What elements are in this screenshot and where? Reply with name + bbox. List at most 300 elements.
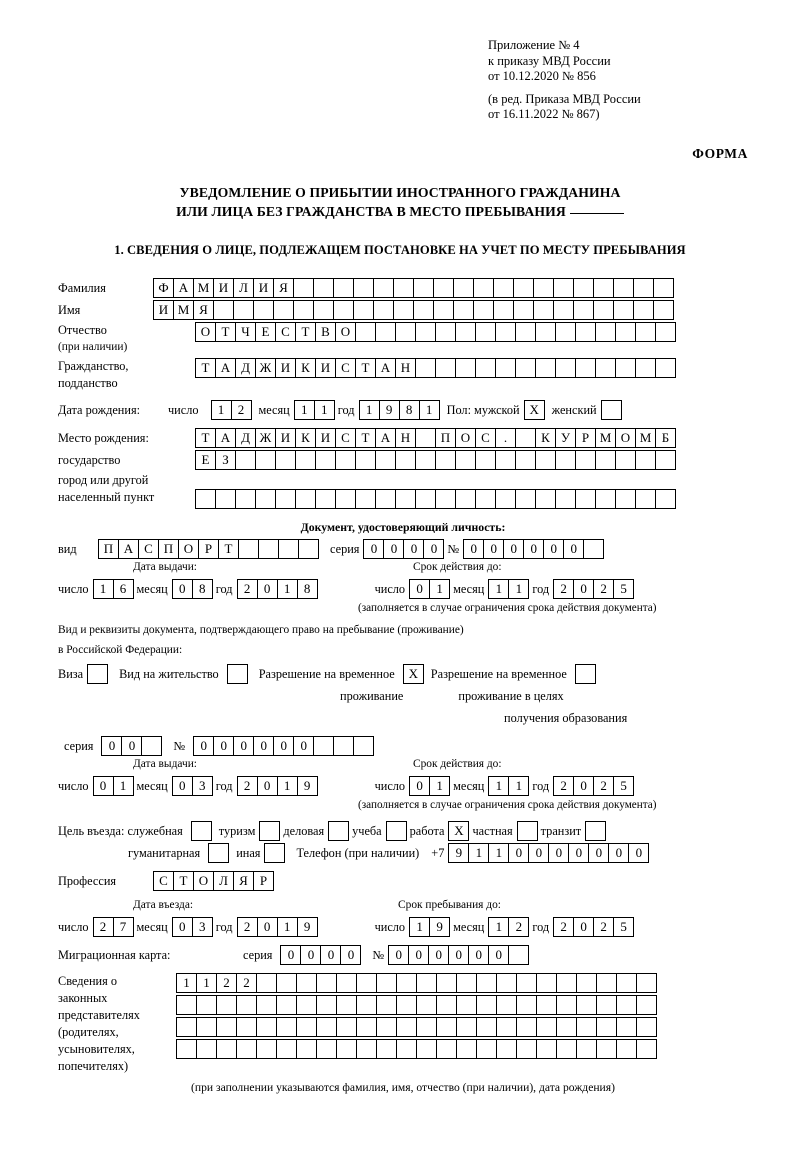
cell[interactable] bbox=[595, 322, 616, 342]
cell[interactable]: 2 bbox=[216, 973, 237, 993]
cell[interactable] bbox=[636, 973, 657, 993]
cell[interactable] bbox=[593, 300, 614, 320]
cell[interactable] bbox=[613, 300, 634, 320]
entry-month-input[interactable] bbox=[172, 917, 212, 937]
cell[interactable]: 2 bbox=[508, 917, 529, 937]
cell[interactable] bbox=[495, 450, 516, 470]
cell[interactable] bbox=[316, 1017, 337, 1037]
cell[interactable] bbox=[575, 664, 596, 684]
cell[interactable]: Т bbox=[195, 358, 216, 378]
cell[interactable] bbox=[196, 1017, 217, 1037]
permit-valid-year-input[interactable] bbox=[553, 776, 633, 796]
cell[interactable] bbox=[573, 300, 594, 320]
cell[interactable] bbox=[236, 1039, 257, 1059]
cell[interactable]: 0 bbox=[172, 579, 193, 599]
cell[interactable] bbox=[395, 450, 416, 470]
cell[interactable] bbox=[456, 973, 477, 993]
cell[interactable] bbox=[376, 973, 397, 993]
cell[interactable] bbox=[535, 489, 556, 509]
cell[interactable]: 1 bbox=[429, 579, 450, 599]
cell[interactable]: Я bbox=[273, 278, 294, 298]
patronymic-input[interactable] bbox=[195, 322, 675, 342]
cell[interactable] bbox=[636, 1039, 657, 1059]
cell[interactable] bbox=[436, 995, 457, 1015]
cell[interactable]: 0 bbox=[573, 579, 594, 599]
doc-issue-day-input[interactable] bbox=[93, 579, 133, 599]
cell[interactable] bbox=[435, 450, 456, 470]
cell[interactable] bbox=[633, 300, 654, 320]
cell[interactable] bbox=[413, 278, 434, 298]
cell[interactable] bbox=[376, 995, 397, 1015]
cell[interactable]: 0 bbox=[172, 776, 193, 796]
cell[interactable]: 1 bbox=[314, 400, 335, 420]
cell[interactable] bbox=[536, 973, 557, 993]
cell[interactable]: А bbox=[173, 278, 194, 298]
cell[interactable] bbox=[375, 450, 396, 470]
cell[interactable]: 2 bbox=[593, 776, 614, 796]
cell[interactable]: 0 bbox=[468, 945, 489, 965]
cell[interactable]: 0 bbox=[193, 736, 214, 756]
cell[interactable]: 1 bbox=[488, 843, 509, 863]
cell[interactable] bbox=[533, 300, 554, 320]
cell[interactable]: 0 bbox=[257, 917, 278, 937]
cell[interactable] bbox=[316, 973, 337, 993]
permit-issue-month-input[interactable] bbox=[172, 776, 212, 796]
stay-month-input[interactable] bbox=[488, 917, 528, 937]
cell[interactable]: 0 bbox=[428, 945, 449, 965]
cell[interactable] bbox=[315, 450, 336, 470]
cell[interactable] bbox=[396, 1017, 417, 1037]
cell[interactable]: Л bbox=[233, 278, 254, 298]
cell[interactable]: С bbox=[475, 428, 496, 448]
cell[interactable] bbox=[336, 995, 357, 1015]
cell[interactable]: И bbox=[315, 428, 336, 448]
purpose-business-checkbox[interactable] bbox=[328, 821, 348, 841]
cell[interactable] bbox=[515, 489, 536, 509]
cell[interactable] bbox=[576, 995, 597, 1015]
cell[interactable]: 2 bbox=[237, 776, 258, 796]
purpose-tourism-checkbox[interactable] bbox=[259, 821, 279, 841]
cell[interactable] bbox=[253, 300, 274, 320]
cell[interactable] bbox=[141, 736, 162, 756]
cell[interactable]: О bbox=[195, 322, 216, 342]
cell[interactable] bbox=[355, 322, 376, 342]
cell[interactable] bbox=[493, 300, 514, 320]
cell[interactable] bbox=[616, 1039, 637, 1059]
cell[interactable]: 0 bbox=[523, 539, 544, 559]
cell[interactable] bbox=[455, 450, 476, 470]
cell[interactable] bbox=[555, 322, 576, 342]
cell[interactable]: 1 bbox=[277, 917, 298, 937]
cell[interactable]: 1 bbox=[113, 776, 134, 796]
cell[interactable]: 1 bbox=[93, 579, 114, 599]
cell[interactable] bbox=[236, 995, 257, 1015]
cell[interactable] bbox=[516, 973, 537, 993]
cell[interactable]: 9 bbox=[297, 917, 318, 937]
cell[interactable] bbox=[513, 278, 534, 298]
cell[interactable] bbox=[635, 450, 656, 470]
permit-issue-day-input[interactable] bbox=[93, 776, 133, 796]
cell[interactable]: Т bbox=[173, 871, 194, 891]
cell[interactable] bbox=[196, 995, 217, 1015]
cell[interactable]: Т bbox=[355, 358, 376, 378]
cell[interactable]: Б bbox=[655, 428, 676, 448]
cell[interactable] bbox=[208, 843, 229, 863]
cell[interactable] bbox=[515, 428, 536, 448]
cell[interactable] bbox=[435, 358, 456, 378]
cell[interactable]: 0 bbox=[340, 945, 361, 965]
cell[interactable] bbox=[256, 995, 277, 1015]
cell[interactable]: 2 bbox=[553, 579, 574, 599]
cell[interactable] bbox=[353, 300, 374, 320]
cell[interactable] bbox=[633, 278, 654, 298]
cell[interactable]: 0 bbox=[388, 945, 409, 965]
cell[interactable]: И bbox=[253, 278, 274, 298]
cell[interactable] bbox=[553, 278, 574, 298]
cell[interactable]: 1 bbox=[488, 776, 509, 796]
migration-series-input[interactable] bbox=[280, 945, 360, 965]
cell[interactable] bbox=[313, 300, 334, 320]
cell[interactable]: 2 bbox=[593, 917, 614, 937]
cell[interactable]: 0 bbox=[448, 945, 469, 965]
permit-issue-year-input[interactable] bbox=[237, 776, 317, 796]
cell[interactable]: С bbox=[153, 871, 174, 891]
cell[interactable]: X bbox=[448, 821, 469, 841]
cell[interactable] bbox=[615, 489, 636, 509]
cell[interactable] bbox=[517, 821, 538, 841]
cell[interactable] bbox=[333, 278, 354, 298]
cell[interactable] bbox=[635, 489, 656, 509]
cell[interactable]: Ж bbox=[255, 428, 276, 448]
cell[interactable]: 5 bbox=[613, 917, 634, 937]
cell[interactable] bbox=[373, 278, 394, 298]
doc-valid-year-input[interactable] bbox=[553, 579, 633, 599]
cell[interactable] bbox=[296, 1017, 317, 1037]
cell[interactable] bbox=[415, 489, 436, 509]
cell[interactable] bbox=[456, 995, 477, 1015]
legal-rep-input-row-3[interactable] bbox=[176, 1017, 656, 1037]
purpose-work-checkbox[interactable] bbox=[448, 821, 468, 841]
cell[interactable]: 1 bbox=[409, 917, 430, 937]
cell[interactable]: А bbox=[215, 358, 236, 378]
cell[interactable] bbox=[375, 489, 396, 509]
legal-rep-input-row-2[interactable] bbox=[176, 995, 656, 1015]
purpose-other-checkbox[interactable] bbox=[264, 843, 284, 863]
cell[interactable] bbox=[275, 489, 296, 509]
birth-day-input[interactable] bbox=[211, 400, 251, 420]
doc-kind-input[interactable] bbox=[98, 539, 318, 559]
cell[interactable]: 0 bbox=[213, 736, 234, 756]
cell[interactable]: 2 bbox=[553, 776, 574, 796]
cell[interactable] bbox=[336, 973, 357, 993]
phone-input[interactable] bbox=[448, 843, 648, 863]
cell[interactable]: 9 bbox=[448, 843, 469, 863]
cell[interactable]: 0 bbox=[93, 776, 114, 796]
cell[interactable]: 0 bbox=[528, 843, 549, 863]
cell[interactable] bbox=[416, 1017, 437, 1037]
purpose-transit-checkbox[interactable] bbox=[585, 821, 605, 841]
cell[interactable]: 2 bbox=[231, 400, 252, 420]
cell[interactable]: П bbox=[435, 428, 456, 448]
cell[interactable] bbox=[616, 973, 637, 993]
cell[interactable]: 0 bbox=[573, 776, 594, 796]
cell[interactable]: 9 bbox=[297, 776, 318, 796]
cell[interactable] bbox=[258, 539, 279, 559]
cell[interactable] bbox=[653, 278, 674, 298]
cell[interactable] bbox=[255, 489, 276, 509]
cell[interactable] bbox=[555, 358, 576, 378]
cell[interactable]: Ж bbox=[255, 358, 276, 378]
cell[interactable] bbox=[213, 300, 234, 320]
cell[interactable] bbox=[495, 322, 516, 342]
cell[interactable]: 0 bbox=[172, 917, 193, 937]
cell[interactable]: П bbox=[98, 539, 119, 559]
cell[interactable]: А bbox=[375, 428, 396, 448]
cell[interactable]: У bbox=[555, 428, 576, 448]
cell[interactable] bbox=[595, 358, 616, 378]
cell[interactable] bbox=[515, 322, 536, 342]
cell[interactable] bbox=[476, 973, 497, 993]
cell[interactable]: М bbox=[193, 278, 214, 298]
cell[interactable] bbox=[295, 450, 316, 470]
cell[interactable] bbox=[375, 322, 396, 342]
cell[interactable]: 2 bbox=[237, 917, 258, 937]
cell[interactable] bbox=[353, 736, 374, 756]
cell[interactable]: Т bbox=[195, 428, 216, 448]
cell[interactable] bbox=[356, 1039, 377, 1059]
cell[interactable] bbox=[616, 995, 637, 1015]
doc-valid-month-input[interactable] bbox=[488, 579, 528, 599]
birth-year-input[interactable] bbox=[359, 400, 439, 420]
cell[interactable] bbox=[535, 450, 556, 470]
cell[interactable] bbox=[293, 278, 314, 298]
cell[interactable] bbox=[556, 1039, 577, 1059]
legal-rep-input-row-4[interactable] bbox=[176, 1039, 656, 1059]
cell[interactable] bbox=[356, 995, 377, 1015]
cell[interactable]: О bbox=[193, 871, 214, 891]
cell[interactable]: 2 bbox=[553, 917, 574, 937]
cell[interactable] bbox=[495, 358, 516, 378]
cell[interactable]: Т bbox=[218, 539, 239, 559]
cell[interactable]: 0 bbox=[121, 736, 142, 756]
cell[interactable] bbox=[596, 1039, 617, 1059]
cell[interactable] bbox=[496, 1039, 517, 1059]
cell[interactable] bbox=[576, 1039, 597, 1059]
cell[interactable]: Е bbox=[195, 450, 216, 470]
cell[interactable] bbox=[583, 539, 604, 559]
cell[interactable] bbox=[655, 322, 676, 342]
purpose-humanitarian-checkbox[interactable] bbox=[208, 843, 228, 863]
cell[interactable] bbox=[416, 973, 437, 993]
cell[interactable] bbox=[196, 1039, 217, 1059]
cell[interactable]: 1 bbox=[488, 579, 509, 599]
cell[interactable]: С bbox=[138, 539, 159, 559]
cell[interactable] bbox=[436, 973, 457, 993]
cell[interactable] bbox=[393, 278, 414, 298]
cell[interactable] bbox=[335, 450, 356, 470]
cell[interactable] bbox=[556, 995, 577, 1015]
cell[interactable] bbox=[653, 300, 674, 320]
cell[interactable] bbox=[356, 973, 377, 993]
birth-month-input[interactable] bbox=[294, 400, 334, 420]
permit-valid-month-input[interactable] bbox=[488, 776, 528, 796]
temp-residence-edu-checkbox[interactable] bbox=[575, 664, 595, 684]
cell[interactable]: 8 bbox=[192, 579, 213, 599]
cell[interactable] bbox=[396, 995, 417, 1015]
purpose-study-checkbox[interactable] bbox=[386, 821, 406, 841]
cell[interactable] bbox=[293, 300, 314, 320]
cell[interactable] bbox=[176, 995, 197, 1015]
cell[interactable] bbox=[595, 489, 616, 509]
sex-female-checkbox[interactable] bbox=[601, 400, 621, 420]
cell[interactable] bbox=[313, 278, 334, 298]
cell[interactable]: Ч bbox=[235, 322, 256, 342]
cell[interactable] bbox=[496, 1017, 517, 1037]
cell[interactable] bbox=[496, 973, 517, 993]
cell[interactable]: 0 bbox=[548, 843, 569, 863]
cell[interactable]: 0 bbox=[568, 843, 589, 863]
cell[interactable] bbox=[296, 1039, 317, 1059]
cell[interactable]: О bbox=[178, 539, 199, 559]
cell[interactable] bbox=[601, 400, 622, 420]
cell[interactable]: 0 bbox=[463, 539, 484, 559]
cell[interactable] bbox=[455, 489, 476, 509]
cell[interactable] bbox=[455, 358, 476, 378]
cell[interactable]: 1 bbox=[277, 579, 298, 599]
cell[interactable]: 9 bbox=[429, 917, 450, 937]
cell[interactable]: Д bbox=[235, 428, 256, 448]
permit-series-input[interactable] bbox=[101, 736, 161, 756]
entry-day-input[interactable] bbox=[93, 917, 133, 937]
cell[interactable]: Е bbox=[255, 322, 276, 342]
cell[interactable]: Ф bbox=[153, 278, 174, 298]
cell[interactable]: 1 bbox=[468, 843, 489, 863]
cell[interactable]: X bbox=[524, 400, 545, 420]
cell[interactable] bbox=[513, 300, 534, 320]
cell[interactable]: 0 bbox=[383, 539, 404, 559]
cell[interactable]: 0 bbox=[483, 539, 504, 559]
cell[interactable] bbox=[476, 1039, 497, 1059]
cell[interactable] bbox=[255, 450, 276, 470]
cell[interactable] bbox=[275, 450, 296, 470]
cell[interactable]: 6 bbox=[113, 579, 134, 599]
cell[interactable] bbox=[315, 489, 336, 509]
cell[interactable] bbox=[376, 1039, 397, 1059]
cell[interactable] bbox=[276, 1017, 297, 1037]
cell[interactable] bbox=[373, 300, 394, 320]
cell[interactable] bbox=[235, 489, 256, 509]
cell[interactable] bbox=[613, 278, 634, 298]
cell[interactable] bbox=[455, 322, 476, 342]
cell[interactable]: 1 bbox=[176, 973, 197, 993]
cell[interactable] bbox=[516, 1039, 537, 1059]
cell[interactable] bbox=[593, 278, 614, 298]
cell[interactable]: Н bbox=[395, 428, 416, 448]
cell[interactable] bbox=[176, 1017, 197, 1037]
cell[interactable] bbox=[335, 489, 356, 509]
cell[interactable] bbox=[256, 1017, 277, 1037]
cell[interactable]: М bbox=[635, 428, 656, 448]
cell[interactable]: К bbox=[295, 358, 316, 378]
cell[interactable] bbox=[259, 821, 280, 841]
cell[interactable]: 1 bbox=[488, 917, 509, 937]
cell[interactable]: 8 bbox=[297, 579, 318, 599]
birthplace-input-row-3[interactable] bbox=[195, 489, 675, 509]
cell[interactable] bbox=[573, 278, 594, 298]
cell[interactable]: П bbox=[158, 539, 179, 559]
visa-checkbox[interactable] bbox=[87, 664, 107, 684]
cell[interactable] bbox=[475, 489, 496, 509]
cell[interactable]: Т bbox=[215, 322, 236, 342]
cell[interactable] bbox=[415, 428, 436, 448]
cell[interactable] bbox=[475, 322, 496, 342]
cell[interactable] bbox=[333, 736, 354, 756]
cell[interactable] bbox=[233, 300, 254, 320]
cell[interactable] bbox=[435, 322, 456, 342]
permit-valid-day-input[interactable] bbox=[409, 776, 449, 796]
cell[interactable] bbox=[396, 1039, 417, 1059]
cell[interactable]: 1 bbox=[277, 776, 298, 796]
cell[interactable]: Р bbox=[253, 871, 274, 891]
cell[interactable] bbox=[555, 450, 576, 470]
cell[interactable]: 0 bbox=[257, 579, 278, 599]
temp-residence-checkbox[interactable] bbox=[403, 664, 423, 684]
cell[interactable]: 3 bbox=[192, 776, 213, 796]
cell[interactable] bbox=[227, 664, 248, 684]
cell[interactable]: 2 bbox=[237, 579, 258, 599]
cell[interactable]: 5 bbox=[613, 579, 634, 599]
cell[interactable]: 5 bbox=[613, 776, 634, 796]
cell[interactable] bbox=[296, 995, 317, 1015]
cell[interactable] bbox=[475, 450, 496, 470]
cell[interactable] bbox=[576, 973, 597, 993]
citizenship-input[interactable] bbox=[195, 358, 675, 378]
cell[interactable] bbox=[356, 1017, 377, 1037]
cell[interactable] bbox=[635, 322, 656, 342]
cell[interactable] bbox=[475, 358, 496, 378]
cell[interactable]: 0 bbox=[409, 579, 430, 599]
cell[interactable] bbox=[575, 322, 596, 342]
cell[interactable] bbox=[336, 1017, 357, 1037]
cell[interactable]: К bbox=[535, 428, 556, 448]
cell[interactable] bbox=[615, 358, 636, 378]
cell[interactable] bbox=[435, 489, 456, 509]
cell[interactable] bbox=[413, 300, 434, 320]
cell[interactable]: 0 bbox=[280, 945, 301, 965]
cell[interactable] bbox=[536, 1039, 557, 1059]
cell[interactable] bbox=[295, 489, 316, 509]
cell[interactable] bbox=[508, 945, 529, 965]
cell[interactable] bbox=[386, 821, 407, 841]
cell[interactable]: 0 bbox=[253, 736, 274, 756]
cell[interactable]: И bbox=[275, 358, 296, 378]
cell[interactable] bbox=[176, 1039, 197, 1059]
cell[interactable] bbox=[216, 1017, 237, 1037]
doc-issue-year-input[interactable] bbox=[237, 579, 317, 599]
cell[interactable] bbox=[416, 1039, 437, 1059]
cell[interactable] bbox=[456, 1017, 477, 1037]
cell[interactable] bbox=[415, 358, 436, 378]
cell[interactable]: 0 bbox=[101, 736, 122, 756]
cell[interactable]: О bbox=[615, 428, 636, 448]
cell[interactable] bbox=[216, 1039, 237, 1059]
cell[interactable]: 2 bbox=[93, 917, 114, 937]
cell[interactable] bbox=[333, 300, 354, 320]
cell[interactable] bbox=[395, 489, 416, 509]
cell[interactable] bbox=[596, 973, 617, 993]
cell[interactable]: 2 bbox=[593, 579, 614, 599]
cell[interactable] bbox=[376, 1017, 397, 1037]
